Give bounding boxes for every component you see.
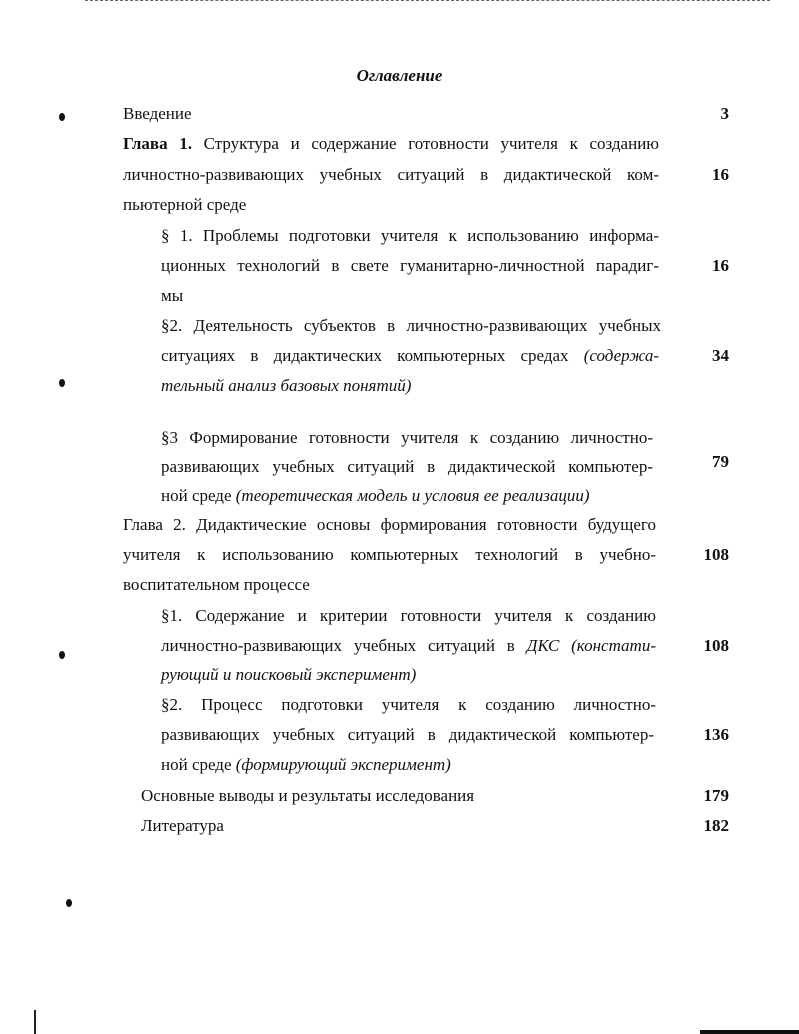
toc-ch1-lead: Глава 1. — [123, 134, 192, 153]
toc-ch2-s2-line3 — [161, 755, 451, 775]
toc-conclusions-page: 179 — [703, 786, 729, 805]
toc-ch1-s2-line3: тельный анализ базовых понятий) — [161, 376, 412, 395]
toc-ch1-s3-line3-b: (теоретическая модель и условия ее реализации) — [235, 486, 590, 505]
toc-ch1-s3-line1: §3 Формирование готовности учителя к созданию личностно- — [161, 428, 653, 447]
toc-ch1-s3-line2: развивающих учебных ситуаций в дидактической компьютер- — [161, 457, 653, 476]
toc-ch1-s1-line3: мы — [161, 286, 184, 305]
toc-ch2-page: 108 — [703, 545, 729, 564]
toc-ch2-s1-line3: рующий и поисковый эксперимент) — [161, 665, 417, 684]
toc-intro-label: Введение — [123, 104, 192, 123]
toc-ch2-line3: воспитательном процессе — [123, 575, 310, 594]
toc-ch2-s1-page: 108 — [703, 636, 729, 655]
toc-ch1-s3-page: 79 — [712, 452, 729, 471]
toc-ch1-s1-line1: § 1. Проблемы подготовки учителя к использованию информа- — [161, 226, 659, 245]
toc-ch1-line1-rest: Структура и содержание готовности учителя к созданию — [203, 134, 659, 153]
toc-ch1-line3: пьютерной среде — [123, 195, 247, 214]
toc-ch1-s2-line2-b: (содержа- — [583, 346, 659, 365]
scan-edge-mark — [34, 1010, 36, 1034]
toc-ch2-s2-line3-a: ной среде — [161, 755, 232, 774]
toc-ch1-s3-line3 — [161, 486, 590, 506]
toc-literature-page: 182 — [703, 816, 729, 835]
toc-ch1-s1-page: 16 — [712, 256, 729, 275]
toc-ch1-line1 — [123, 134, 659, 154]
page-title: Оглавление — [356, 66, 443, 85]
toc-ch2-s1-line2 — [161, 636, 656, 656]
scan-edge-mark — [700, 1030, 799, 1034]
binding-hole-mark — [59, 113, 65, 121]
toc-ch1-s2-page: 34 — [712, 346, 729, 365]
scan-top-border — [85, 0, 770, 1]
toc-ch1-line2: личностно-развивающих учебных ситуаций в дидактической ком- — [123, 165, 659, 184]
toc-ch2-s1-line2-a: личностно-развивающих учебных ситуаций в — [161, 636, 515, 655]
toc-ch1-s1-line2: ционных технологий в свете гуманитарно-личностной парадиг- — [161, 256, 659, 275]
toc-ch1-s3-line3-a: ной среде — [161, 486, 232, 505]
toc-ch2-s2-line3-b: (формирующий эксперимент) — [235, 755, 451, 774]
toc-ch2-s1-line1: §1. Содержание и критерии готовности учителя к созданию — [161, 606, 656, 625]
toc-conclusions-label: Основные выводы и результаты исследования — [141, 786, 475, 805]
toc-ch1-s2-line2 — [161, 346, 659, 366]
binding-hole-mark — [66, 899, 72, 907]
toc-ch2-line2: учителя к использованию компьютерных технологий в учебно- — [123, 545, 656, 564]
toc-ch2-s1-line2-b: ДКС (констати- — [526, 636, 656, 655]
toc-literature-label: Литература — [141, 816, 224, 835]
toc-ch1-s2-line1: §2. Деятельность субъектов в личностно-развивающих учебных — [161, 316, 661, 335]
binding-hole-mark — [59, 651, 65, 659]
toc-ch1-page: 16 — [712, 165, 729, 184]
toc-ch2-line1: Глава 2. Дидактические основы формирования готовности будущего — [123, 515, 656, 534]
toc-ch1-s2-line2-a: ситуациях в дидактических компьютерных средах — [161, 346, 569, 365]
toc-ch2-s2-line1: §2. Процесс подготовки учителя к созданию личностно- — [161, 695, 656, 714]
toc-ch2-s2-line2: развивающих учебных ситуаций в дидактической компьютер- — [161, 725, 654, 744]
binding-hole-mark — [59, 379, 65, 387]
toc-ch2-s2-page: 136 — [703, 725, 729, 744]
toc-intro-page: 3 — [720, 104, 729, 123]
